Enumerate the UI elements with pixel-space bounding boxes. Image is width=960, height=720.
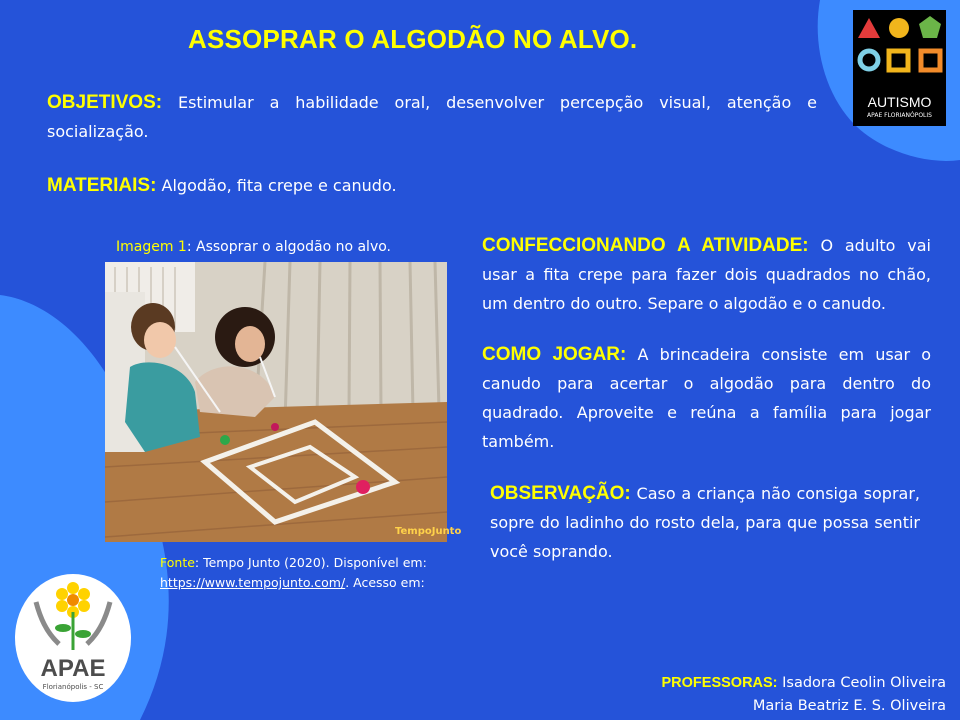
image-caption: [116, 239, 391, 255]
apae-logo: [14, 572, 132, 704]
como-jogar-text: A brincadeira consiste em usar o canudo para acertar o algodão para dentro do quadrado. Aproveite e reúna a família para jogar também.: [482, 345, 931, 451]
materiais-label: MATERIAIS:: [47, 175, 157, 196]
teachers-footer: [662, 672, 947, 718]
teachers-label: PROFESSORAS:: [661, 675, 778, 691]
source-after-link: . Acesso em:: [345, 575, 425, 590]
como-jogar-paragraph: [482, 340, 931, 456]
objetivos-label: OBJETIVOS:: [47, 92, 163, 113]
source-link[interactable]: https://www.tempojunto.com/: [160, 575, 346, 590]
teacher-1: Isadora Ceolin Oliveira: [782, 675, 946, 691]
image-caption-label: Imagem 1: [116, 239, 187, 255]
autismo-logo: [853, 10, 946, 126]
apae-logo-name: APAE: [40, 655, 106, 682]
como-jogar-label: COMO JOGAR:: [482, 344, 627, 365]
image-caption-text: : Assoprar o algodão no alvo.: [186, 239, 391, 255]
confeccionando-paragraph: [482, 231, 931, 318]
apae-logo-sub: Florianópolis - SC: [42, 683, 104, 691]
photo-watermark: TempoJunto: [395, 526, 462, 537]
autismo-logo-sub: APAE FLORIANÓPOLIS: [867, 112, 932, 119]
photo-source: [160, 553, 460, 593]
page-title: ASSOPRAR O ALGODÃO NO ALVO.: [188, 24, 638, 54]
autismo-logo-name: AUTISMO: [867, 94, 932, 110]
confeccionando-label: CONFECCIONANDO A ATIVIDADE:: [482, 235, 809, 256]
materiais-paragraph: [47, 171, 647, 200]
materiais-text: Algodão, fita crepe e canudo.: [161, 176, 397, 195]
confeccionando-text: O adulto vai usar a fita crepe para fazer dois quadrados no chão, um dentro do outro. Separe o algodão e o canudo.: [482, 236, 931, 313]
observacao-text: Caso a criança não consiga soprar, sopre do ladinho do rosto dela, para que possa sentir você soprando.: [490, 484, 921, 561]
observacao-label: OBSERVAÇÃO:: [490, 483, 631, 504]
source-label: Fonte: [160, 555, 195, 570]
observacao-paragraph: [490, 479, 920, 566]
source-text: : Tempo Junto (2020). Disponível em:: [194, 555, 427, 570]
teacher-2: Maria Beatriz E. S. Oliveira: [752, 698, 946, 714]
objetivos-paragraph: [47, 88, 817, 146]
objetivos-text: Estimular a habilidade oral, desenvolver percepção visual, atenção e socialização.: [47, 93, 817, 141]
activity-photo: [105, 262, 462, 542]
